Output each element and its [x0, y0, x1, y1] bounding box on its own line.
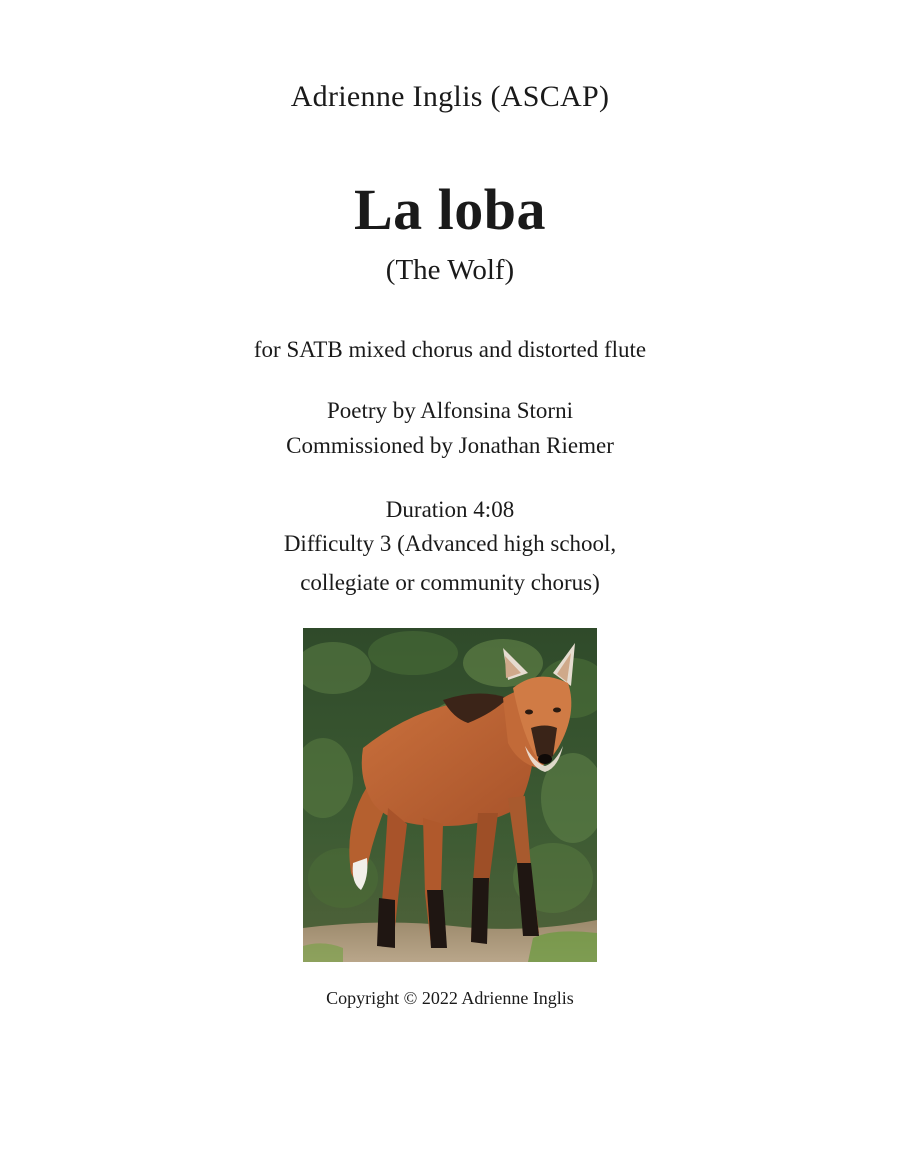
piece-subtitle: (The Wolf)	[385, 254, 515, 286]
composer-name: Adrienne Inglis (ASCAP)	[290, 80, 610, 113]
difficulty-text-line2: collegiate or community chorus)	[300, 570, 600, 595]
commission-credit: Commissioned by Jonathan Riemer	[286, 433, 614, 458]
difficulty-text-line1: Difficulty 3 (Advanced high school,	[283, 531, 617, 556]
duration-text: Duration 4:08	[385, 497, 515, 522]
poetry-credit: Poetry by Alfonsina Storni	[327, 398, 573, 423]
instrumentation-text: for SATB mixed chorus and distorted flute	[253, 337, 647, 362]
piece-title: La loba	[353, 177, 547, 242]
copyright-notice: Copyright © 2022 Adrienne Inglis	[326, 988, 574, 1008]
maned-wolf-photo	[303, 628, 597, 962]
